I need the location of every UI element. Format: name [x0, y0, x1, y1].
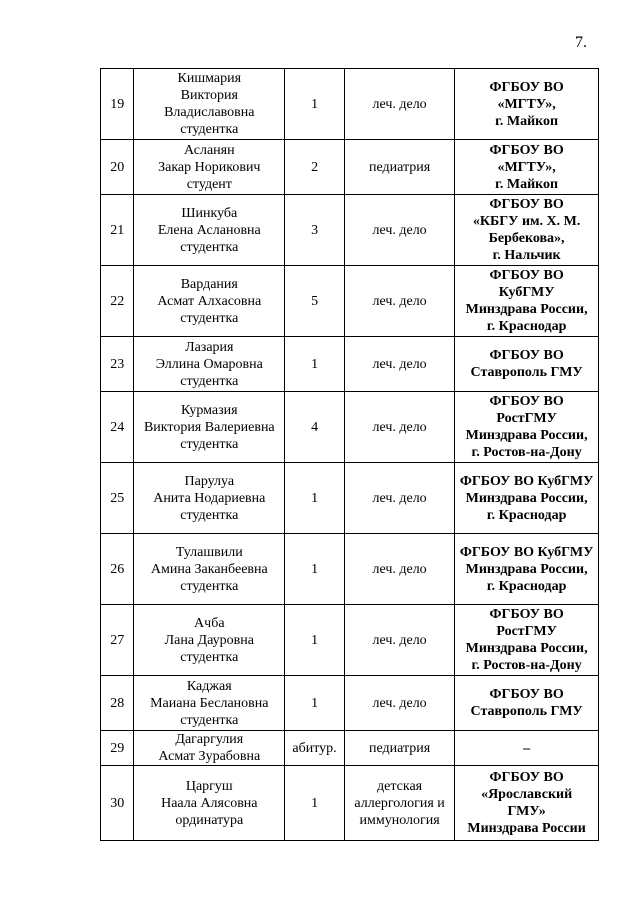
specialty — [344, 463, 454, 534]
table-row — [101, 463, 599, 534]
specialty-line: леч. дело — [372, 561, 427, 577]
course: 1 — [285, 676, 345, 731]
university-line: ФГБОУ ВО — [489, 770, 564, 785]
university-line: – — [523, 740, 531, 756]
course: абитур. — [285, 731, 345, 766]
person-name — [134, 337, 285, 392]
specialty-line: леч. дело — [372, 222, 427, 238]
university-line: ФГБОУ ВО — [489, 197, 564, 212]
university — [455, 605, 599, 676]
specialty-line: иммунология — [359, 812, 440, 828]
person-name-line: Маиана Беслановна — [150, 695, 269, 711]
row-number: 22 — [101, 266, 134, 337]
specialty — [344, 337, 454, 392]
university-line: «МГТУ», — [497, 96, 556, 112]
university-line: ФГБОУ ВО — [489, 142, 564, 158]
person-name-line: студентка — [180, 239, 239, 255]
specialty-line: детская — [377, 778, 423, 794]
course: 5 — [285, 266, 345, 337]
table-row — [101, 140, 599, 195]
person-name-line: Асмат Зурабовна — [158, 749, 261, 764]
table-row — [101, 392, 599, 463]
person-name-line: студентка — [180, 436, 239, 452]
university-line: ФГБОУ ВО — [489, 79, 564, 95]
university-line: г. Ростов-на-Дону — [471, 445, 582, 460]
person-name-line: Эллина Омаровна — [155, 356, 263, 372]
person-name — [134, 463, 285, 534]
person-name-line: Дагаргулия — [175, 732, 244, 747]
university-line: Бербекова», — [488, 231, 565, 246]
person-name-line: Парулуа — [184, 473, 235, 489]
person-name-line: Владиславовна — [164, 105, 255, 120]
person-name — [134, 731, 285, 766]
person-name-line: Елена Аслановна — [157, 222, 261, 238]
person-name-line: Виктория Валериевна — [143, 419, 275, 435]
person-name-line: Наала Алясовна — [161, 795, 258, 811]
person-name-line: Лана Дауровна — [164, 632, 254, 648]
university-line: РостГМУ — [496, 411, 557, 426]
table-row — [101, 69, 599, 140]
person-name-line: Амина Заканбеевна — [150, 561, 268, 577]
row-number: 27 — [101, 605, 134, 676]
university-line: ФГБОУ ВО — [489, 394, 564, 409]
university — [455, 195, 599, 266]
row-number: 26 — [101, 534, 134, 605]
students-table — [100, 68, 599, 841]
row-number: 29 — [101, 731, 134, 766]
university — [455, 140, 599, 195]
university-line: ФГБОУ ВО — [489, 607, 564, 622]
university-line: «Ярославский — [481, 787, 573, 802]
person-name — [134, 605, 285, 676]
table-row — [101, 195, 599, 266]
specialty-line: леч. дело — [372, 490, 427, 506]
person-name-line: студентка — [180, 649, 239, 665]
university-line: г. Краснодар — [486, 319, 567, 334]
university-line: ФГБОУ ВО — [489, 268, 564, 283]
specialty — [344, 766, 454, 841]
person-name-line: студентка — [180, 578, 239, 594]
university-line: Минздрава России, — [465, 641, 588, 656]
person-name-line: Вардания — [180, 276, 238, 292]
course: 1 — [285, 463, 345, 534]
person-name-line: Каджая — [186, 678, 232, 694]
university-line: г. Нальчик — [492, 248, 561, 263]
university — [455, 337, 599, 392]
university-line: ФГБОУ ВО — [489, 348, 564, 363]
course: 2 — [285, 140, 345, 195]
university-line: г. Майкоп — [495, 113, 559, 129]
person-name — [134, 392, 285, 463]
row-number: 24 — [101, 392, 134, 463]
university-line: г. Краснодар — [486, 507, 567, 523]
university-line: г. Ростов-на-Дону — [471, 658, 582, 673]
specialty-line: леч. дело — [372, 96, 427, 112]
specialty-line: леч. дело — [372, 695, 427, 711]
table-row — [101, 676, 599, 731]
person-name-line: Виктория — [180, 88, 238, 103]
person-name-line: Тулашвили — [175, 544, 243, 560]
specialty-line: аллергология и — [354, 795, 445, 811]
specialty — [344, 392, 454, 463]
person-name-line: студент — [186, 176, 232, 192]
university — [455, 766, 599, 841]
table-row — [101, 337, 599, 392]
specialty-line: педиатрия — [368, 159, 431, 175]
person-name — [134, 766, 285, 841]
university-line: г. Краснодар — [486, 578, 567, 594]
university-line: ФГБОУ ВО — [489, 687, 564, 702]
university-line: ФГБОУ ВО КубГМУ — [459, 544, 594, 560]
table-row — [101, 605, 599, 676]
university-line: КубГМУ — [498, 285, 555, 300]
course: 1 — [285, 337, 345, 392]
row-number: 21 — [101, 195, 134, 266]
university — [455, 392, 599, 463]
specialty — [344, 605, 454, 676]
university-line: Ставрополь ГМУ — [470, 704, 583, 719]
row-number: 30 — [101, 766, 134, 841]
person-name-line: ординатура — [175, 812, 244, 828]
person-name — [134, 534, 285, 605]
university — [455, 266, 599, 337]
course: 3 — [285, 195, 345, 266]
university — [455, 534, 599, 605]
university — [455, 69, 599, 140]
university-line: Ставрополь ГМУ — [470, 365, 583, 380]
person-name-line: студентка — [180, 712, 239, 728]
person-name-line: Шинкуба — [181, 205, 238, 221]
person-name — [134, 140, 285, 195]
person-name-line: Ачба — [194, 615, 225, 631]
university-line: Минздрава России, — [465, 302, 588, 317]
university-line: «КБГУ им. Х. М. — [472, 214, 581, 229]
person-name — [134, 266, 285, 337]
person-name-line: студентка — [180, 507, 239, 523]
table-row — [101, 766, 599, 841]
specialty — [344, 140, 454, 195]
person-name — [134, 69, 285, 140]
course: 1 — [285, 69, 345, 140]
specialty-line: леч. дело — [372, 293, 427, 309]
person-name-line: Курмазия — [181, 402, 238, 418]
specialty — [344, 731, 454, 766]
specialty-line: леч. дело — [372, 419, 427, 435]
row-number: 25 — [101, 463, 134, 534]
person-name-line: Царгуш — [185, 778, 233, 794]
person-name — [134, 676, 285, 731]
table-row — [101, 266, 599, 337]
university-line: Минздрава России, — [465, 428, 588, 443]
table-row — [101, 534, 599, 605]
course: 1 — [285, 605, 345, 676]
page-number: 7. — [575, 34, 587, 51]
university — [455, 676, 599, 731]
university-line: РостГМУ — [496, 624, 557, 639]
university-line: Минздрава России, — [465, 490, 588, 506]
person-name-line: студентка — [180, 122, 239, 137]
specialty — [344, 534, 454, 605]
university-line: «МГТУ», — [497, 159, 556, 175]
specialty — [344, 676, 454, 731]
university-line: ГМУ» — [507, 804, 546, 819]
person-name-line: Кишмария — [177, 71, 242, 86]
specialty — [344, 266, 454, 337]
specialty-line: педиатрия — [368, 740, 431, 756]
specialty — [344, 69, 454, 140]
university-line: г. Майкоп — [495, 176, 559, 192]
person-name-line: Асмат Алхасовна — [157, 293, 262, 309]
specialty — [344, 195, 454, 266]
university — [455, 463, 599, 534]
person-name-line: Закар Норикович — [158, 159, 261, 175]
row-number: 20 — [101, 140, 134, 195]
person-name-line: Асланян — [183, 142, 235, 158]
university-line: Минздрава России, — [465, 561, 588, 577]
person-name-line: студентка — [180, 373, 239, 389]
row-number: 19 — [101, 69, 134, 140]
university — [455, 731, 599, 766]
table-row — [101, 731, 599, 766]
course: 4 — [285, 392, 345, 463]
university-line: ФГБОУ ВО КубГМУ — [459, 473, 594, 489]
person-name-line: Анита Нодариевна — [153, 490, 266, 506]
course: 1 — [285, 534, 345, 605]
specialty-line: леч. дело — [372, 632, 427, 648]
person-name-line: студентка — [180, 310, 239, 326]
person-name — [134, 195, 285, 266]
row-number: 28 — [101, 676, 134, 731]
university-line: Минздрава России — [467, 821, 586, 836]
row-number: 23 — [101, 337, 134, 392]
person-name-line: Лазария — [185, 339, 234, 355]
course: 1 — [285, 766, 345, 841]
specialty-line: леч. дело — [372, 356, 427, 372]
